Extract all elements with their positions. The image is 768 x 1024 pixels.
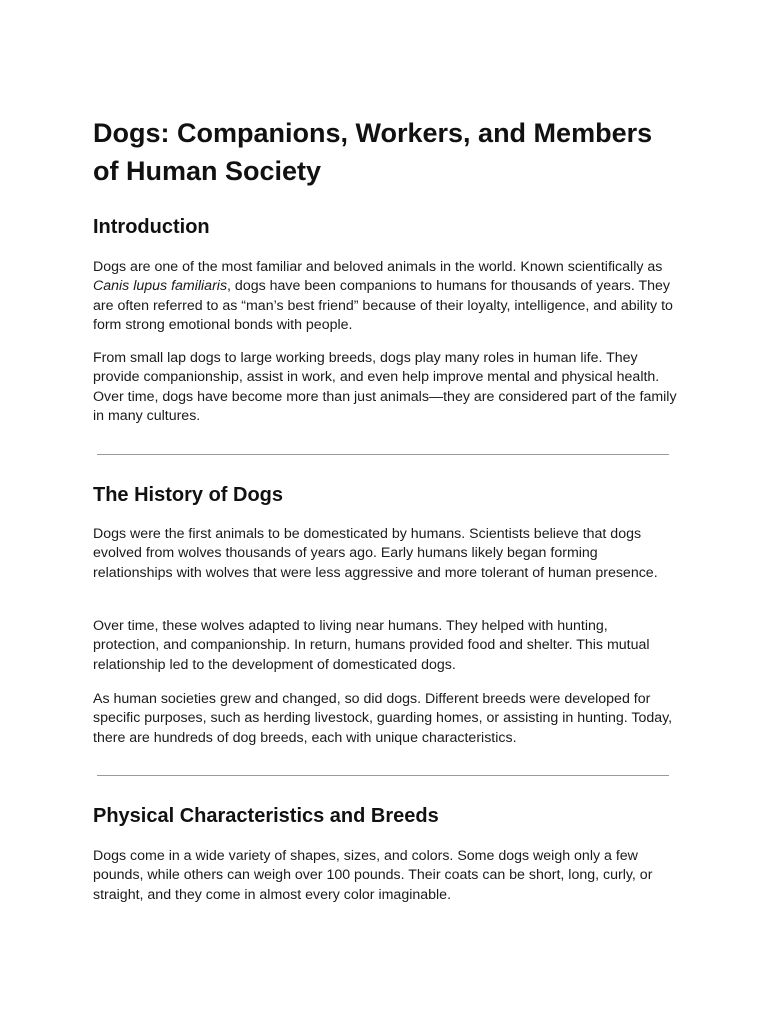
- section-divider: [97, 775, 669, 776]
- paragraph-introduction-1: [93, 258, 677, 336]
- paragraph-text: Dogs are one of the most familiar and beloved animals in the world. Known scientifically as: [93, 259, 663, 275]
- section-heading-physical-characteristics: Physical Characteristics and Breeds: [93, 805, 439, 827]
- section-heading-history: The History of Dogs: [93, 484, 284, 506]
- section-heading-introduction: Introduction: [93, 216, 210, 238]
- paragraph-history-1: Dogs were the first animals to be domesticated by humans. Scientists believe that dogs evolved from wolves thousands of years ago. Early humans likely began forming relationships with wolves that were less aggressive and more tolerant of human presence.: [93, 526, 658, 581]
- paragraph-text: , dogs have been companions to humans for thousands of years. They are often referred to as “man’s best friend” because of their loyalty, intelligence, and ability to form strong emotional bonds with people.: [93, 278, 673, 334]
- paragraph-physical-1: Dogs come in a wide variety of shapes, sizes, and colors. Some dogs weigh only a few pounds, while others can weigh over 100 pounds. Their coats can be short, long, curly, or straight, and they come in almost every color imaginable.: [93, 848, 653, 903]
- document-title: Dogs: Companions, Workers, and Members of Human Society: [93, 118, 653, 186]
- paragraph-history-3: As human societies grew and changed, so did dogs. Different breeds were developed for specific purposes, such as herding livestock, guarding homes, or assisting in hunting. Today, there are hundreds of dog breeds, each with unique characteristics.: [93, 691, 673, 746]
- scientific-name: Canis lupus familiaris: [93, 278, 228, 295]
- paragraph-history-2: Over time, these wolves adapted to living near humans. They helped with hunting, protection, and companionship. In return, humans provided food and shelter. This mutual relationship led to the development of domesticated dogs.: [93, 618, 650, 673]
- paragraph-introduction-2: From small lap dogs to large working breeds, dogs play many roles in human life. They provide companionship, assist in work, and even help improve mental and physical health. Over time, dogs have become more than just animals—they are considered part of the family in many cultures.: [93, 350, 677, 425]
- section-divider: [97, 454, 669, 455]
